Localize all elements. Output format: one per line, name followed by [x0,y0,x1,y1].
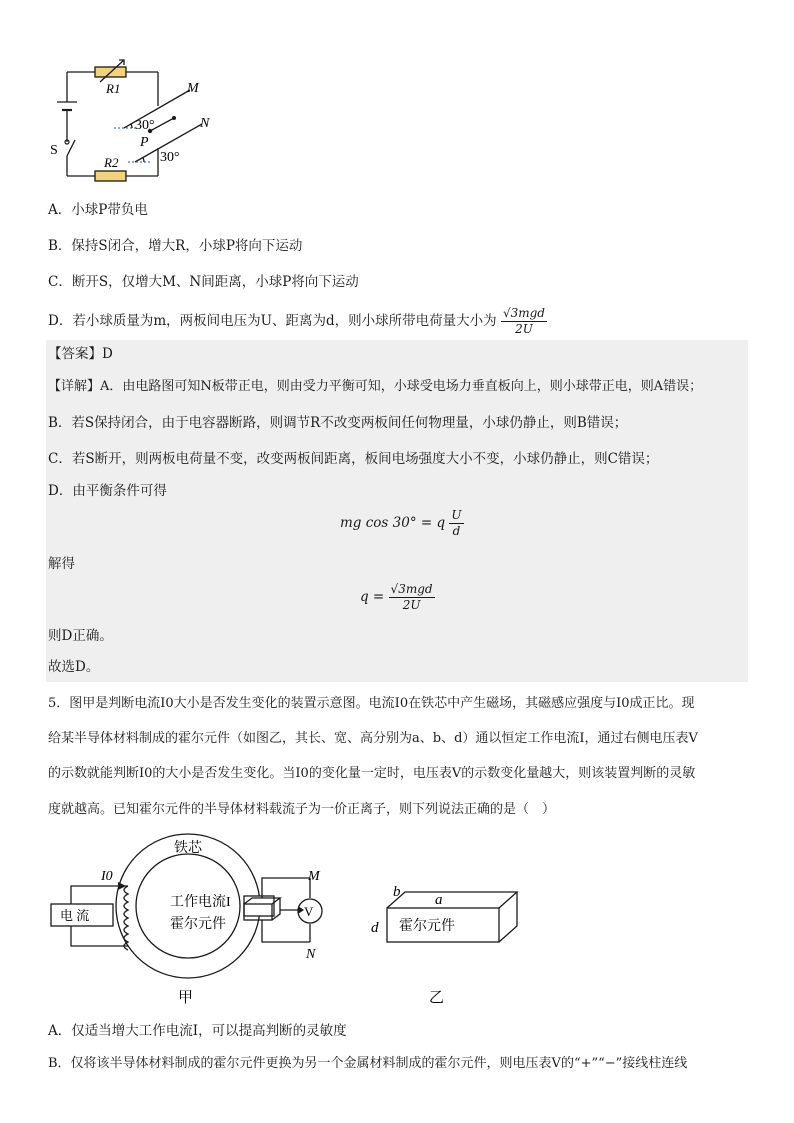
detail-b: B．若S保持闭合，由于电容器断路，则调节R不改变两板间任何物理量，小球仍静止，则B错误； [48,415,628,431]
terminal-m-label: M [308,869,320,884]
detail-a: 【详解】A．由电路图可知N板带正电，则由受力平衡可知，小球受电场力垂直板向上，则小球带正电，则A错误； [48,379,703,394]
answer-label: 【答案】D [48,346,113,362]
q5-option-b: B．仅将该半导体材料制成的霍尔元件更换为另一个金属材料制成的霍尔元件，则电压表V的“+”“−”接线柱连线 [48,1056,688,1071]
equation-2-denominator: 2U [402,598,421,612]
ball-p-label: P [140,135,149,150]
r1-label: R1 [106,81,121,96]
equation-1-fraction [449,508,463,539]
q5-line-2: 给某半导体材料制成的霍尔元件（如图乙，其长、宽、高分别为a、b、d）通以恒定工作电流I，通过右侧电压表V [48,731,698,746]
figure-jia-hall-device [48,830,348,1010]
q4-option-d-denominator: 2U [515,322,533,336]
q5-line-4: 度就越高。已知霍尔元件的半导体材料载流子为一价正离子，则下列说法正确的是（ ） [48,802,556,817]
figure-jia-caption: 甲 [178,990,194,1006]
q4-option-d [48,306,547,337]
q5-line-1: 5．图甲是判断电流I0大小是否发生变化的装置示意图。电流I0在铁芯中产生磁场，其磁感应强度与I0成正比。现 [48,696,695,711]
equation-2-numerator: √3mgd [390,582,433,596]
figure-yi-caption: 乙 [429,990,445,1006]
core-label: 铁芯 [174,841,202,856]
capacitor-circuit-diagram [40,50,240,190]
dimension-d-label: d [371,920,379,936]
equation-2-left: q = [360,589,385,605]
equation-2 [360,582,435,613]
work-current-label: 工作电流I [170,895,231,910]
figure-yi-hall-element [365,880,535,1010]
equation-2-fraction [389,582,435,613]
conclusion: 则D正确。 [48,628,113,644]
switch-label: S [50,143,58,158]
solve-label: 解得 [48,556,75,572]
detail-c: C．若S断开，则两板电荷量不变，改变两板间距离，板间电场强度大小不变，小球仍静止，则C错误； [48,451,659,467]
q4-option-d-text: D．若小球质量为m，两板间电压为U、距离为d，则小球所带电荷量大小为 [48,313,497,329]
final-choice: 故选D。 [48,659,100,675]
hall-label-jia: 霍尔元件 [170,917,226,932]
q4-option-c: C．断开S，仅增大M、N间距离，小球P将向下运动 [48,274,359,290]
equation-1-numerator: U [451,508,462,522]
equation-1-left: mg cos 30° = q [340,515,446,531]
q5-line-3: 的示数就能判断I0的大小是否发生变化。当I0的变化量一定时，电压表V的示数变化量越大，则该装置判断的灵敏 [48,766,696,781]
hall-label-yi: 霍尔元件 [399,919,455,934]
i0-label: I0 [101,869,113,884]
q4-option-a: A．小球P带负电 [48,202,148,218]
source-label: 电 流 [60,908,90,923]
plate-m-label: M [187,81,199,96]
voltmeter-label: V [304,904,314,919]
q4-option-b: B．保持S闭合，增大R，小球P将向下运动 [48,238,303,254]
q4-option-d-numerator: √3mgd [502,306,545,320]
equation-1-denominator: d [452,524,461,538]
angle-top-label: 30° [135,118,155,133]
equation-1 [340,508,464,539]
q5-option-a: A．仅适当增大工作电流I，可以提高判断的灵敏度 [48,1023,347,1039]
angle-bottom-label: 30° [160,150,180,165]
detail-d: D．由平衡条件可得 [48,483,167,499]
plate-n-label: N [200,116,210,131]
r2-label: R2 [104,155,119,170]
dimension-b-label: b [393,884,401,900]
dimension-a-label: a [435,892,443,908]
terminal-n-label: N [306,947,316,962]
q4-option-d-fraction [501,306,547,337]
